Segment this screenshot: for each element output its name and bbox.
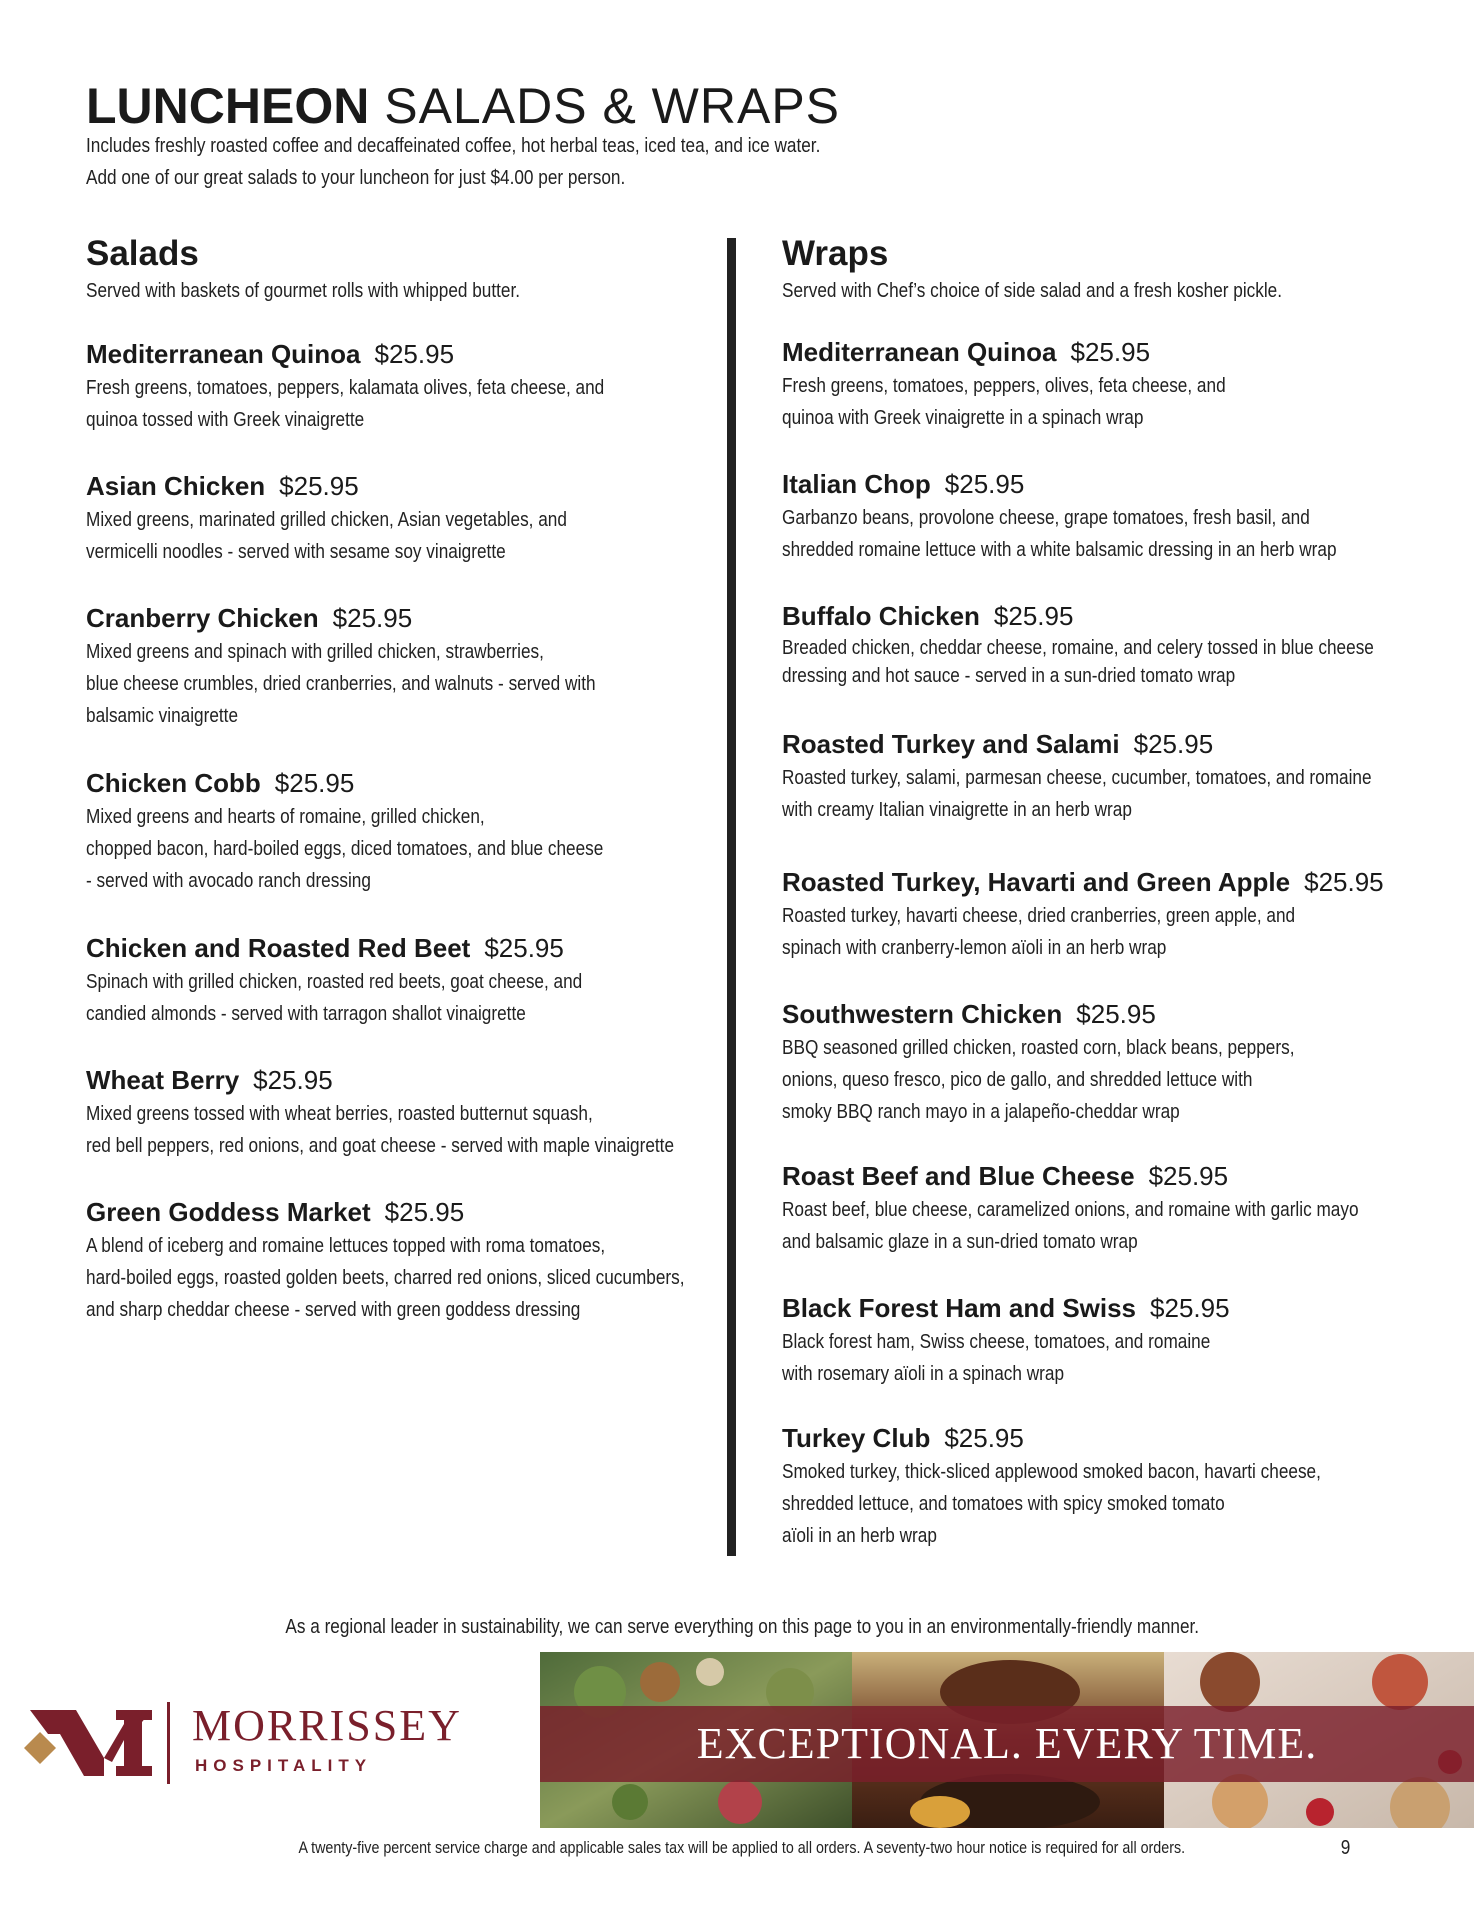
description-line: Mixed greens, marinated grilled chicken, Asian vegetables, and bbox=[86, 509, 567, 531]
description-line: vermicelli noodles - served with sesame soy vinaigrette bbox=[86, 541, 506, 563]
description-line: with rosemary aïoli in a spinach wrap bbox=[782, 1363, 1065, 1385]
description-line: Smoked turkey, thick-sliced applewood smoked bacon, havarti cheese, bbox=[782, 1461, 1321, 1483]
logo-divider bbox=[167, 1702, 170, 1784]
menu-item-description bbox=[86, 504, 786, 568]
menu-item bbox=[86, 468, 786, 568]
menu-item-name: Mediterranean Quinoa bbox=[782, 337, 1057, 367]
menu-item bbox=[86, 1062, 786, 1162]
menu-item-description bbox=[86, 801, 786, 897]
page-number: 9 bbox=[1340, 1837, 1351, 1859]
logo-name: MORRISSEY bbox=[192, 1701, 462, 1750]
menu-item-price: $25.95 bbox=[374, 339, 455, 369]
description-line: hard-boiled eggs, roasted golden beets, charred red onions, sliced cucumbers, bbox=[86, 1267, 685, 1289]
menu-item-description bbox=[86, 372, 786, 436]
footer-note bbox=[0, 1834, 1484, 1862]
logo-mark-icon bbox=[20, 1700, 160, 1786]
description-line: Fresh greens, tomatoes, peppers, kalamata olives, feta cheese, and bbox=[86, 377, 605, 399]
menu-item-price: $25.95 bbox=[1304, 867, 1384, 897]
banner-tagline: EXCEPTIONAL. EVERY TIME. bbox=[696, 1719, 1318, 1768]
menu-item-description bbox=[782, 1032, 1482, 1128]
menu-item-description bbox=[782, 1456, 1482, 1552]
morrissey-logo bbox=[20, 1700, 540, 1786]
description-line: Breaded chicken, cheddar cheese, romaine, and celery tossed in blue cheese bbox=[782, 637, 1374, 659]
description-line: spinach with cranberry-lemon aïoli in an herb wrap bbox=[782, 937, 1167, 959]
menu-item-price: $25.95 bbox=[384, 1197, 465, 1227]
sustainability-text: As a regional leader in sustainability, we can serve everything on this page to you in an environmentally-friendly manner. bbox=[285, 1616, 1199, 1638]
menu-item-name: Italian Chop bbox=[782, 469, 931, 499]
description-line: and balsamic glaze in a sun-dried tomato wrap bbox=[782, 1231, 1138, 1253]
description-line: red bell peppers, red onions, and goat cheese - served with maple vinaigrette bbox=[86, 1135, 675, 1157]
description-line: Spinach with grilled chicken, roasted red beets, goat cheese, and bbox=[86, 971, 583, 993]
menu-item-price: $25.95 bbox=[332, 603, 413, 633]
menu-item bbox=[782, 726, 1482, 826]
intro-line: Includes freshly roasted coffee and decaffeinated coffee, hot herbal teas, iced tea, and ice water. bbox=[86, 135, 821, 157]
menu-item-price: $25.95 bbox=[1133, 729, 1214, 759]
menu-item bbox=[86, 765, 786, 897]
sustainability-note bbox=[0, 1612, 1484, 1642]
menu-item-price: $25.95 bbox=[279, 471, 359, 501]
description-line: shredded lettuce, and tomatoes with spicy smoked tomato bbox=[782, 1493, 1225, 1515]
page-title-rest: SALADS & WRAPS bbox=[384, 78, 841, 134]
page-title bbox=[86, 76, 840, 136]
menu-item-price: $25.95 bbox=[274, 768, 355, 798]
description-line: Garbanzo beans, provolone cheese, grape tomatoes, fresh basil, and bbox=[782, 507, 1310, 529]
menu-item-description bbox=[782, 502, 1482, 566]
menu-item bbox=[782, 598, 1482, 690]
menu-item bbox=[782, 996, 1482, 1128]
menu-item bbox=[86, 930, 786, 1030]
menu-item-name: Chicken and Roasted Red Beet bbox=[86, 933, 471, 963]
menu-item-price: $25.95 bbox=[1076, 999, 1156, 1029]
menu-item-price: $25.95 bbox=[253, 1065, 333, 1095]
salads-heading: Salads bbox=[86, 234, 199, 273]
menu-item bbox=[86, 1194, 786, 1326]
menu-item-description bbox=[782, 762, 1482, 826]
menu-item-name: Asian Chicken bbox=[86, 471, 266, 501]
menu-item-name: Buffalo Chicken bbox=[782, 601, 980, 631]
menu-item-description bbox=[86, 966, 786, 1030]
wraps-heading: Wraps bbox=[782, 234, 889, 273]
description-line: aïoli in an herb wrap bbox=[782, 1525, 937, 1547]
menu-item-description bbox=[782, 1194, 1482, 1258]
menu-item-description bbox=[782, 370, 1482, 434]
menu-item bbox=[782, 1290, 1482, 1390]
menu-item bbox=[782, 864, 1482, 964]
description-line: Mixed greens tossed with wheat berries, roasted butternut squash, bbox=[86, 1103, 593, 1125]
description-line: chopped bacon, hard-boiled eggs, diced tomatoes, and blue cheese bbox=[86, 838, 604, 860]
description-line: smoky BBQ ranch mayo in a jalapeño-cheddar wrap bbox=[782, 1101, 1180, 1123]
intro-line: Add one of our great salads to your luncheon for just $4.00 per person. bbox=[86, 167, 626, 189]
page-title-bold: LUNCHEON bbox=[86, 78, 370, 134]
menu-item-price: $25.95 bbox=[484, 933, 564, 963]
menu-item bbox=[782, 1420, 1482, 1552]
menu-item-name: Green Goddess Market bbox=[86, 1197, 371, 1227]
menu-item-price: $25.95 bbox=[944, 469, 1025, 499]
menu-item-description bbox=[86, 1098, 786, 1162]
description-line: A blend of iceberg and romaine lettuces topped with roma tomatoes, bbox=[86, 1235, 606, 1257]
description-line: with creamy Italian vinaigrette in an herb wrap bbox=[782, 799, 1132, 821]
description-line: onions, queso fresco, pico de gallo, and shredded lettuce with bbox=[782, 1069, 1253, 1091]
salads-subtitle: Served with baskets of gourmet rolls with whipped butter. bbox=[86, 280, 521, 302]
intro-text bbox=[86, 130, 940, 194]
menu-item bbox=[782, 466, 1482, 566]
menu-item-name: Cranberry Chicken bbox=[86, 603, 319, 633]
description-line: Roasted turkey, havarti cheese, dried cranberries, green apple, and bbox=[782, 905, 1296, 927]
menu-item bbox=[782, 1158, 1482, 1258]
description-line: Fresh greens, tomatoes, peppers, olives, feta cheese, and bbox=[782, 375, 1226, 397]
menu-item-name: Black Forest Ham and Swiss bbox=[782, 1293, 1137, 1323]
menu-item-price: $25.95 bbox=[993, 601, 1074, 631]
description-line: Black forest ham, Swiss cheese, tomatoes, and romaine bbox=[782, 1331, 1211, 1353]
description-line: balsamic vinaigrette bbox=[86, 705, 239, 727]
description-line: quinoa with Greek vinaigrette in a spinach wrap bbox=[782, 407, 1144, 429]
description-line: BBQ seasoned grilled chicken, roasted corn, black beans, peppers, bbox=[782, 1037, 1295, 1059]
menu-item-description bbox=[782, 634, 1482, 690]
menu-item-description bbox=[782, 900, 1482, 964]
salads-column bbox=[86, 232, 726, 1321]
menu-item-name: Roasted Turkey and Salami bbox=[782, 729, 1120, 759]
description-line: - served with avocado ranch dressing bbox=[86, 870, 371, 892]
menu-item-price: $25.95 bbox=[1150, 1293, 1230, 1323]
menu-item-description bbox=[86, 1230, 786, 1326]
menu-item-name: Turkey Club bbox=[782, 1423, 931, 1453]
menu-item-name: Roast Beef and Blue Cheese bbox=[782, 1161, 1135, 1191]
menu-item-description bbox=[86, 636, 786, 732]
menu-item-price: $25.95 bbox=[1070, 337, 1151, 367]
menu-item-name: Roasted Turkey, Havarti and Green Apple bbox=[782, 867, 1291, 897]
food-banner-image bbox=[540, 1652, 1474, 1828]
menu-item-name: Wheat Berry bbox=[86, 1065, 240, 1095]
description-line: shredded romaine lettuce with a white balsamic dressing in an herb wrap bbox=[782, 539, 1337, 561]
description-line: quinoa tossed with Greek vinaigrette bbox=[86, 409, 365, 431]
description-line: and sharp cheddar cheese - served with green goddess dressing bbox=[86, 1299, 581, 1321]
menu-item bbox=[86, 336, 786, 436]
description-line: Mixed greens and hearts of romaine, grilled chicken, bbox=[86, 806, 485, 828]
wraps-column bbox=[782, 232, 1422, 1547]
menu-item-description bbox=[782, 1326, 1482, 1390]
wraps-subtitle: Served with Chef’s choice of side salad and a fresh kosher pickle. bbox=[782, 280, 1283, 302]
description-line: dressing and hot sauce - served in a sun-dried tomato wrap bbox=[782, 665, 1236, 687]
description-line: Roasted turkey, salami, parmesan cheese, cucumber, tomatoes, and romaine bbox=[782, 767, 1372, 789]
menu-item bbox=[782, 334, 1482, 434]
description-line: Roast beef, blue cheese, caramelized onions, and romaine with garlic mayo bbox=[782, 1199, 1359, 1221]
menu-item-name: Chicken Cobb bbox=[86, 768, 261, 798]
menu-item-price: $25.95 bbox=[1148, 1161, 1229, 1191]
description-line: candied almonds - served with tarragon shallot vinaigrette bbox=[86, 1003, 526, 1025]
menu-item-name: Mediterranean Quinoa bbox=[86, 339, 361, 369]
menu-item bbox=[86, 600, 786, 732]
menu-item-price: $25.95 bbox=[944, 1423, 1024, 1453]
footer-note-text: A twenty-five percent service charge and applicable sales tax will be applied to all orders. A seventy-two hour notice is required for all orders. bbox=[298, 1838, 1186, 1857]
column-divider bbox=[727, 238, 736, 1556]
description-line: Mixed greens and spinach with grilled chicken, strawberries, bbox=[86, 641, 544, 663]
logo-subtitle: HOSPITALITY bbox=[195, 1756, 373, 1775]
description-line: blue cheese crumbles, dried cranberries, and walnuts - served with bbox=[86, 673, 596, 695]
menu-item-name: Southwestern Chicken bbox=[782, 999, 1063, 1029]
